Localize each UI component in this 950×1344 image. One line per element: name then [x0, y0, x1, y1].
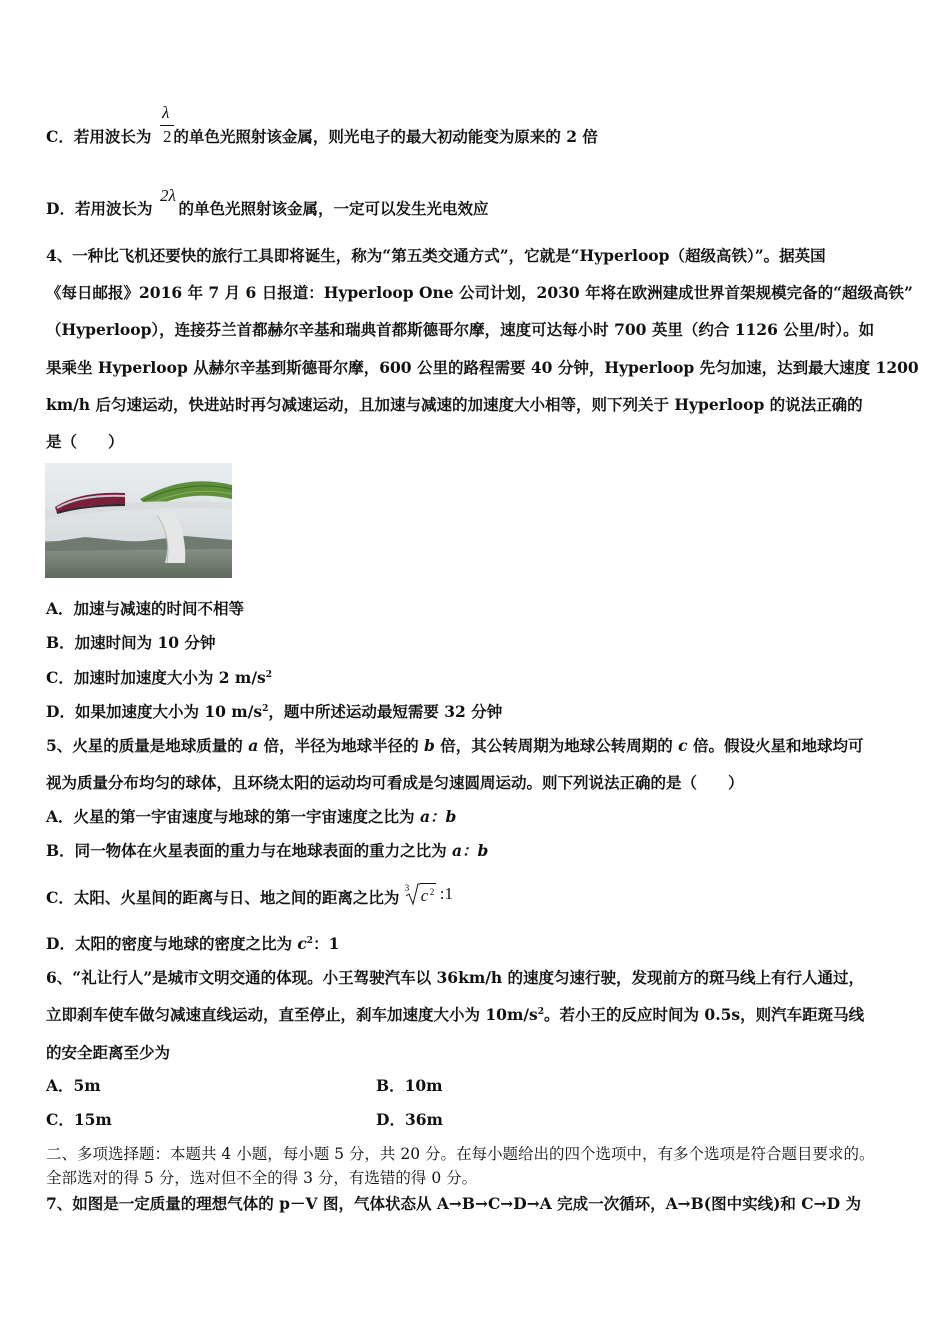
q6-stem-line-3: 的安全距离至少为: [46, 1043, 171, 1062]
q3-option-c: C．若用波长为 的单色光照射该金属，则光电子的最大初动能变为原来的 2 倍: [46, 127, 598, 146]
q6-stem-line-2: 立即刹车使车做匀减速直线运动，直至停止，刹车加速度大小为 $10m/s^2$。若小王的反应时间为 0.5s，则汽车距斑马线: [46, 1005, 865, 1024]
q5-option-c: C．太阳、火星间的距离与日、地之间的距离之比为 3 c 2 :1: [46, 888, 459, 908]
q5-option-a: A．火星的第一宇宙速度与地球的第一宇宙速度之比为 a：b: [46, 807, 457, 826]
q7-stem-line-1: 7、如图是一定质量的理想气体的 p－V 图，气体状态从 A→B→C→D→A 完成一次循环，A→B(图中实线)和 C→D 为: [46, 1194, 861, 1213]
q4-option-a: A．加速与减速的时间不相等: [46, 599, 245, 618]
section2-heading-line-2: 全部选对的得 5 分，选对但不全的得 3 分，有选错的得 0 分。: [46, 1169, 478, 1187]
q4-stem-line-3: （Hyperloop），连接芬兰首都赫尔辛基和瑞典首都斯德哥尔摩，速度可达每小时 700 英里（约合 1126 公里/时）。如: [46, 320, 875, 339]
q6-option-c: C．15m: [46, 1110, 112, 1129]
q6-option-a: A．5m: [46, 1076, 101, 1095]
q5-option-c-cube-root: 3 c 2 :1: [404, 883, 453, 905]
q5-stem-line-1: 5、火星的质量是地球质量的 a 倍，半径为地球半径的 b 倍，其公转周期为地球公转周期的 c 倍。假设火星和地球均可: [46, 736, 864, 755]
hyperloop-image: [45, 463, 232, 578]
q4-stem-line-6: 是（ ）: [46, 432, 124, 451]
q5-stem-line-2: 视为质量分布均匀的球体，且环绕太阳的运动均可看成是匀速圆周运动。则下列说法正确的是（ ）: [46, 773, 744, 792]
q5-option-b: B．同一物体在火星表面的重力与在地球表面的重力之比为 a：b: [46, 841, 489, 860]
q4-option-c: C．加速时加速度大小为 2 $m/s^2$: [46, 668, 272, 687]
q4-stem-line-2: 《每日邮报》2016 年 7 月 6 日报道：Hyperloop One 公司计划，2030 年将在欧洲建成世界首架规模完备的“超级高铁”: [46, 283, 913, 302]
q4-option-d: D．如果加速度大小为 10 $m/s^2$，题中所述运动最短需要 32 分钟: [46, 702, 503, 721]
q4-stem-line-4: 果乘坐 Hyperloop 从赫尔辛基到斯德哥尔摩，600 公里的路程需要 40 分钟，Hyperloop 先匀加速，达到最大速度 1200: [46, 358, 919, 377]
radical-sign-icon: [405, 882, 421, 906]
q3-option-d: D．若用波长为 的单色光照射该金属，一定可以发生光电效应: [46, 199, 489, 218]
q4-stem-line-1: 4、一种比飞机还要快的旅行工具即将诞生，称为“第五类交通方式”，它就是“Hyperloop（超级高铁）”。据英国: [46, 246, 826, 265]
q6-option-d: D．36m: [376, 1110, 443, 1129]
q6-stem-line-1: 6、“礼让行人”是城市文明交通的体现。小王驾驶汽车以 36km/h 的速度匀速行驶，发现前方的斑马线上有行人通过，: [46, 968, 865, 987]
q6-option-b: B．10m: [376, 1076, 443, 1095]
q3-option-c-fraction-bar: [160, 125, 174, 126]
q3-option-c-fraction-numerator: λ: [162, 103, 170, 122]
section2-heading-line-1: 二、多项选择题：本题共 4 小题，每小题 5 分，共 20 分。在每小题给出的四个选项中，有多个选项是符合题目要求的。: [46, 1145, 875, 1163]
q3-option-c-fraction-denominator: 2: [163, 127, 172, 146]
q4-stem-line-5: km/h 后匀速运动，快进站时再匀减速运动，且加速与减速的加速度大小相等，则下列关于 Hyperloop 的说法正确的: [46, 395, 863, 414]
hyperloop-illustration: [45, 463, 232, 578]
q4-option-b: B．加速时间为 10 分钟: [46, 633, 216, 652]
q5-option-d: D．太阳的密度与地球的密度之比为 $c^2$：1: [46, 934, 340, 953]
q3-option-d-math: 2λ: [160, 186, 176, 205]
